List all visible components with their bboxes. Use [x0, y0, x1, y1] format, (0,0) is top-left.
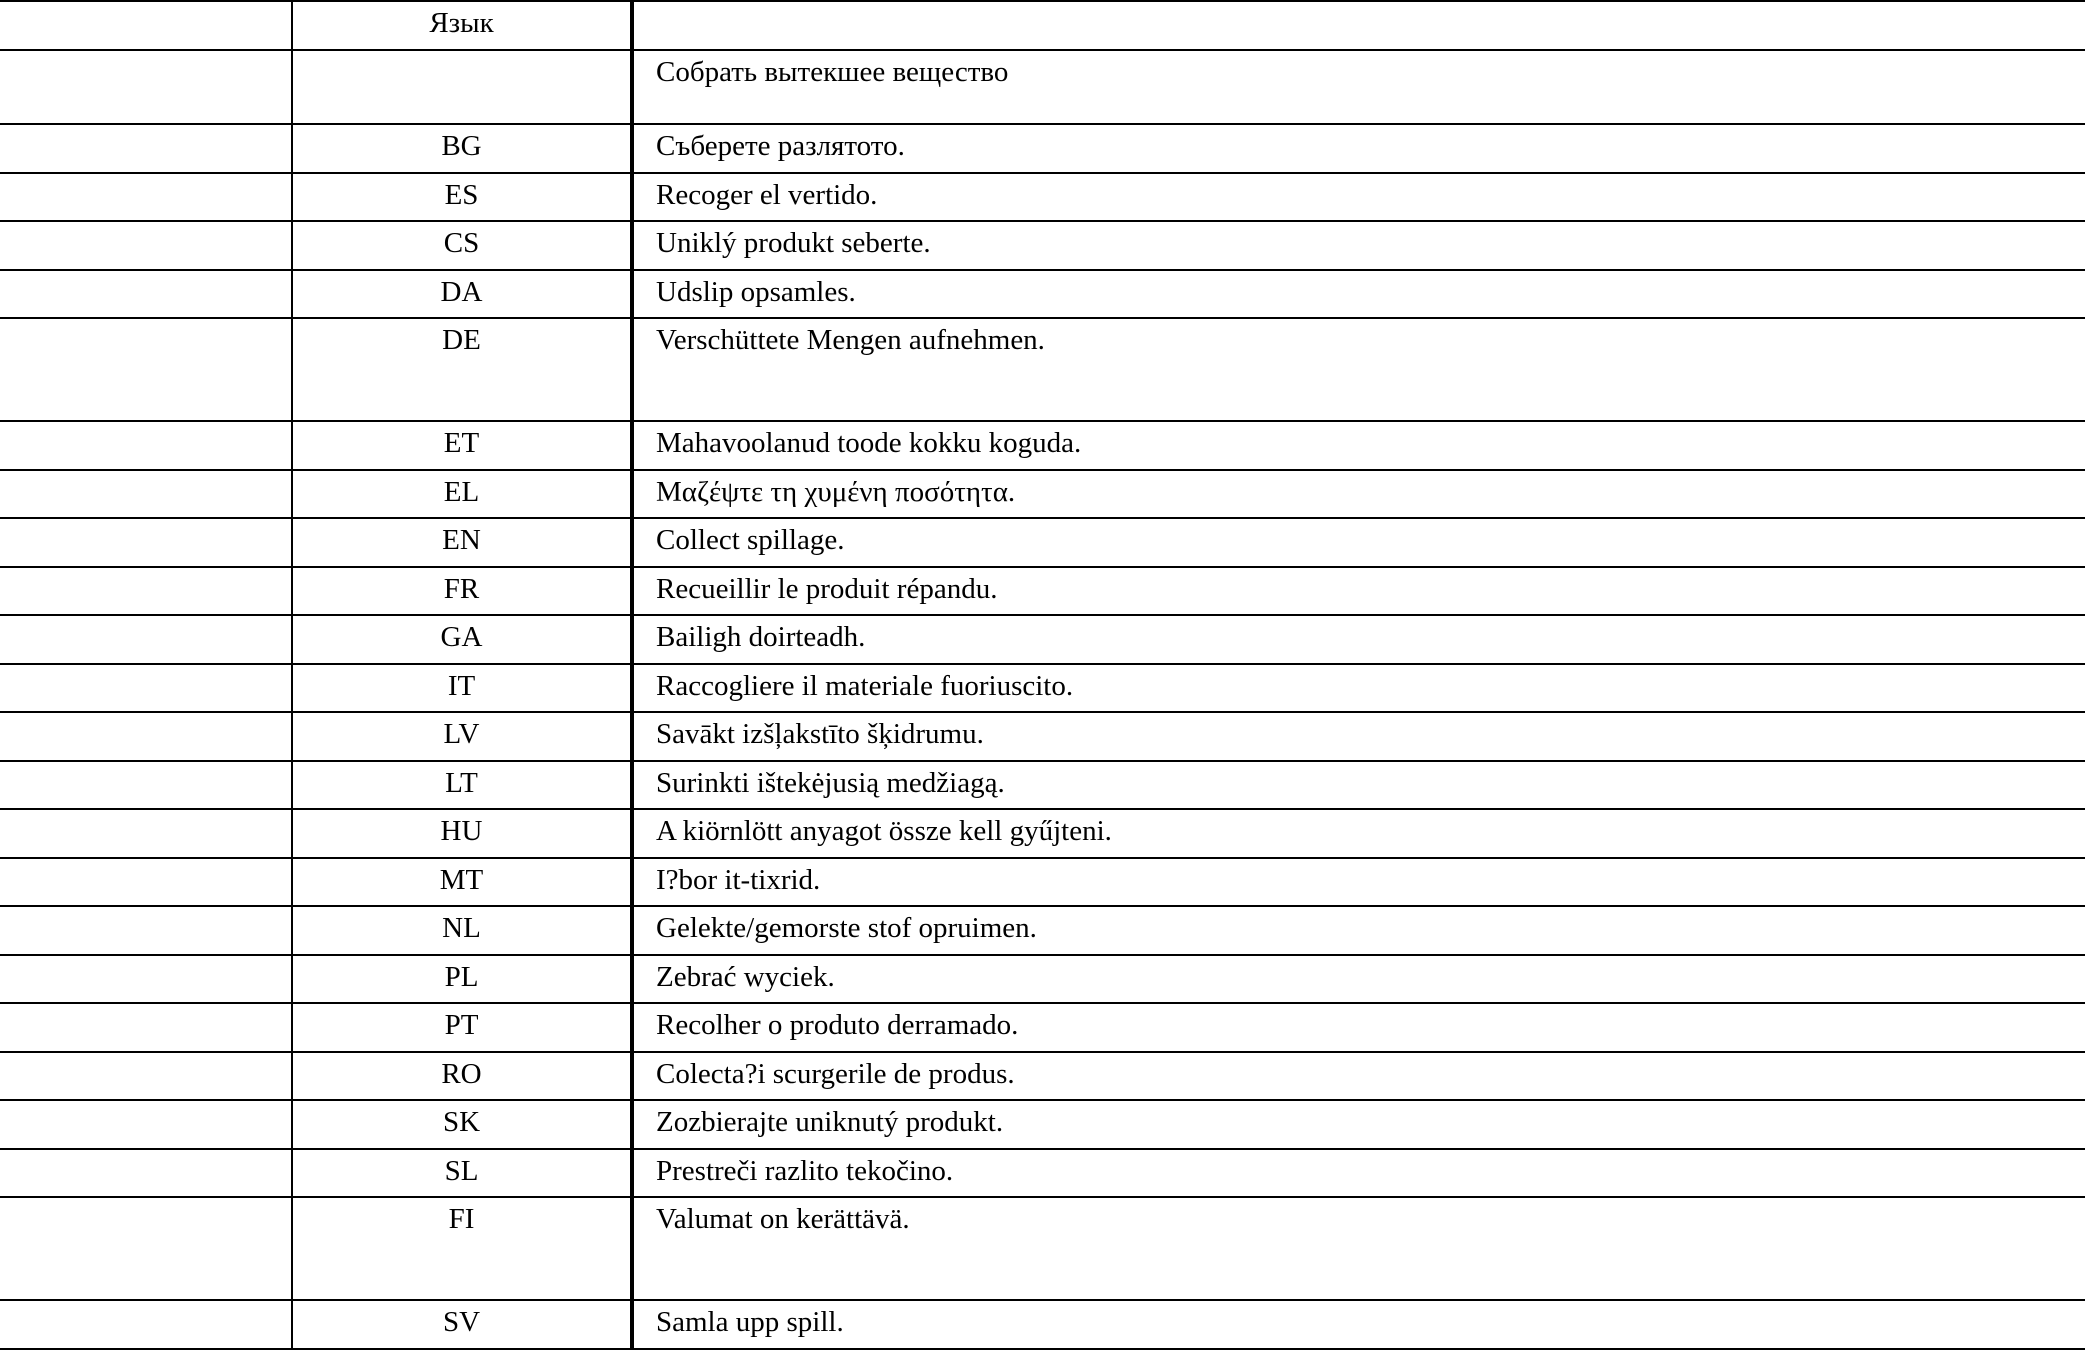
blank-cell — [0, 421, 292, 470]
language-code-cell: FI — [292, 1197, 632, 1300]
blank-cell — [0, 1052, 292, 1101]
blank-cell — [0, 1149, 292, 1198]
phrase-cell: Samla upp spill. — [632, 1300, 2085, 1349]
language-code-cell: PT — [292, 1003, 632, 1052]
table-row — [0, 518, 2085, 567]
phrase-cell: Bailigh doirteadh. — [632, 615, 2085, 664]
blank-cell — [0, 1100, 292, 1149]
blank-cell — [0, 518, 292, 567]
phrase-cell: Recolher o produto derramado. — [632, 1003, 2085, 1052]
phrase-cell: I?bor it-tixrid. — [632, 858, 2085, 907]
table-header-row — [0, 1, 2085, 50]
blank-cell — [0, 858, 292, 907]
table-row — [0, 955, 2085, 1004]
blank-cell — [0, 270, 292, 319]
language-code-cell: FR — [292, 567, 632, 616]
table-row — [0, 615, 2085, 664]
table-row — [0, 1197, 2085, 1300]
blank-cell — [0, 1197, 292, 1300]
language-code-cell: NL — [292, 906, 632, 955]
phrase-cell: Surinkti ištekėjusią medžiagą. — [632, 761, 2085, 810]
table-row — [0, 1100, 2085, 1149]
blank-cell — [0, 1003, 292, 1052]
language-code-cell: GA — [292, 615, 632, 664]
phrase-cell: Prestreči razlito tekočino. — [632, 1149, 2085, 1198]
language-code-cell: BG — [292, 124, 632, 173]
blank-cell — [0, 906, 292, 955]
language-column-header: Язык — [292, 1, 632, 50]
table-row — [0, 906, 2085, 955]
phrase-cell: Съберете разлятото. — [632, 124, 2085, 173]
blank-cell — [0, 809, 292, 858]
table-row — [0, 173, 2085, 222]
phrase-cell: Zebrać wyciek. — [632, 955, 2085, 1004]
table-row — [0, 712, 2085, 761]
phrase-cell: Μαζέψτε τη χυμένη ποσότητα. — [632, 470, 2085, 519]
blank-cell — [0, 124, 292, 173]
blank-cell — [0, 761, 292, 810]
language-code-cell: CS — [292, 221, 632, 270]
phrase-cell: A kiörnlött anyagot össze kell gyűjteni. — [632, 809, 2085, 858]
table-row — [0, 1149, 2085, 1198]
language-code-cell: LV — [292, 712, 632, 761]
phrase-cell: Gelekte/gemorste stof opruimen. — [632, 906, 2085, 955]
language-code-cell: DA — [292, 270, 632, 319]
language-code-cell: MT — [292, 858, 632, 907]
phrase-cell: Zozbierajte uniknutý produkt. — [632, 1100, 2085, 1149]
phrase-cell: Uniklý produkt seberte. — [632, 221, 2085, 270]
language-code-cell: LT — [292, 761, 632, 810]
table-row — [0, 124, 2085, 173]
phrase-cell: Valumat on kerättävä. — [632, 1197, 2085, 1300]
table-row — [0, 221, 2085, 270]
table-row — [0, 1300, 2085, 1349]
blank-cell — [0, 615, 292, 664]
table-row — [0, 1052, 2085, 1101]
phrase-cell: Raccogliere il materiale fuoriuscito. — [632, 664, 2085, 713]
language-code-cell: IT — [292, 664, 632, 713]
blank-cell — [0, 221, 292, 270]
phrase-cell: Recoger el vertido. — [632, 173, 2085, 222]
table-row — [0, 761, 2085, 810]
language-code-cell: RO — [292, 1052, 632, 1101]
blank-cell — [0, 664, 292, 713]
table-row — [0, 567, 2085, 616]
blank-cell — [0, 50, 292, 124]
table-row — [0, 50, 2085, 124]
table-row — [0, 470, 2085, 519]
table-row — [0, 858, 2085, 907]
blank-cell — [0, 470, 292, 519]
language-code-cell: HU — [292, 809, 632, 858]
language-code-cell: SK — [292, 1100, 632, 1149]
language-code-cell: SL — [292, 1149, 632, 1198]
blank-cell — [0, 712, 292, 761]
language-code-cell: EL — [292, 470, 632, 519]
table-row — [0, 421, 2085, 470]
phrase-cell: Recueillir le produit répandu. — [632, 567, 2085, 616]
table-row — [0, 270, 2085, 319]
phrase-cell: Savākt izšļakstīto šķidrumu. — [632, 712, 2085, 761]
blank-cell — [0, 173, 292, 222]
language-code-cell: ES — [292, 173, 632, 222]
phrase-cell: Udslip opsamles. — [632, 270, 2085, 319]
language-code-cell: DE — [292, 318, 632, 421]
blank-cell — [0, 955, 292, 1004]
blank-cell — [0, 1, 292, 50]
table-row — [0, 1003, 2085, 1052]
table-row — [0, 318, 2085, 421]
phrase-column-header — [632, 1, 2085, 50]
blank-cell — [0, 318, 292, 421]
blank-cell — [0, 1300, 292, 1349]
table-row — [0, 809, 2085, 858]
language-code-cell: EN — [292, 518, 632, 567]
language-code-cell: PL — [292, 955, 632, 1004]
language-code-cell: SV — [292, 1300, 632, 1349]
phrase-cell: Collect spillage. — [632, 518, 2085, 567]
table-body — [0, 1, 2085, 1349]
language-code-cell: ET — [292, 421, 632, 470]
phrase-cell: Verschüttete Mengen aufnehmen. — [632, 318, 2085, 421]
blank-cell — [0, 567, 292, 616]
table-row — [0, 664, 2085, 713]
phrase-cell: Собрать вытекшее вещество — [632, 50, 2085, 124]
phrase-cell: Colecta?i scurgerile de produs. — [632, 1052, 2085, 1101]
phrase-cell: Mahavoolanud toode kokku koguda. — [632, 421, 2085, 470]
language-code-cell — [292, 50, 632, 124]
